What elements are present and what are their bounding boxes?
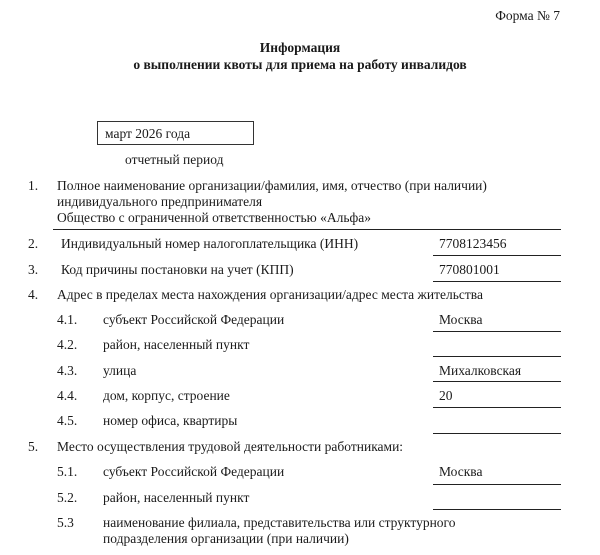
document-subtitle: о выполнении квоты для приема на работу инвалидов — [133, 57, 467, 72]
kpp-underline — [433, 281, 561, 282]
workplace-region-label: субъект Российской Федерации — [103, 464, 285, 479]
reporting-period-field[interactable]: март 2026 года — [97, 121, 254, 145]
item-4-number: 4. — [28, 287, 39, 302]
item-4-2-number: 4.2. — [57, 337, 78, 352]
address-region-field[interactable]: Москва — [439, 312, 483, 327]
form-number: Форма № 7 — [495, 8, 560, 23]
item-4-5-number: 4.5. — [57, 413, 78, 428]
address-street-underline — [433, 381, 561, 382]
item-1-label-cont: индивидуального предпринимателя — [57, 194, 263, 209]
address-building-label: дом, корпус, строение — [103, 388, 230, 403]
item-5-2-number: 5.2. — [57, 490, 78, 505]
workplace-locality-underline — [433, 509, 561, 510]
document-title: Информация — [259, 40, 341, 55]
item-4-4-number: 4.4. — [57, 388, 78, 403]
item-4-3-number: 4.3. — [57, 363, 78, 378]
branch-name-label: наименование филиала, представительства или структурного — [103, 515, 456, 530]
address-street-label: улица — [103, 363, 137, 378]
item-1-number: 1. — [28, 178, 39, 193]
address-locality-label: район, населенный пункт — [103, 337, 250, 352]
workplace-region-field[interactable]: Москва — [439, 464, 483, 479]
address-section-label: Адрес в пределах места нахождения организации/адрес места жительства — [57, 287, 483, 302]
address-region-underline — [433, 331, 561, 332]
inn-label: Индивидуальный номер налогоплательщика (ИНН) — [61, 236, 359, 251]
address-building-field[interactable]: 20 — [439, 388, 453, 403]
kpp-label: Код причины постановки на учет (КПП) — [61, 262, 294, 277]
item-1-label: Полное наименование организации/фамилия, имя, отчество (при наличии) — [57, 178, 487, 193]
inn-underline — [433, 255, 561, 256]
item-5-number: 5. — [28, 439, 39, 454]
item-3-number: 3. — [28, 262, 39, 277]
organization-name-field[interactable]: Общество с ограниченной ответственностью «Альфа» — [57, 210, 371, 225]
reporting-period-label: отчетный период — [125, 152, 224, 167]
item-4-1-number: 4.1. — [57, 312, 78, 327]
workplace-section-label: Место осуществления трудовой деятельности работниками: — [57, 439, 404, 454]
workplace-locality-label: район, населенный пункт — [103, 490, 250, 505]
item-5-1-number: 5.1. — [57, 464, 78, 479]
item-5-3-number: 5.3 — [57, 515, 74, 530]
item-2-number: 2. — [28, 236, 39, 251]
branch-name-label-cont: подразделения организации (при наличии) — [103, 531, 349, 546]
address-street-field[interactable]: Михалковская — [439, 363, 522, 378]
workplace-region-underline — [433, 484, 561, 485]
address-building-underline — [433, 407, 561, 408]
kpp-field[interactable]: 770801001 — [439, 262, 500, 277]
address-office-underline — [433, 433, 561, 434]
address-region-label: субъект Российской Федерации — [103, 312, 285, 327]
inn-field[interactable]: 7708123456 — [439, 236, 507, 251]
address-office-label: номер офиса, квартиры — [103, 413, 238, 428]
organization-name-underline — [53, 229, 561, 230]
address-locality-underline — [433, 356, 561, 357]
